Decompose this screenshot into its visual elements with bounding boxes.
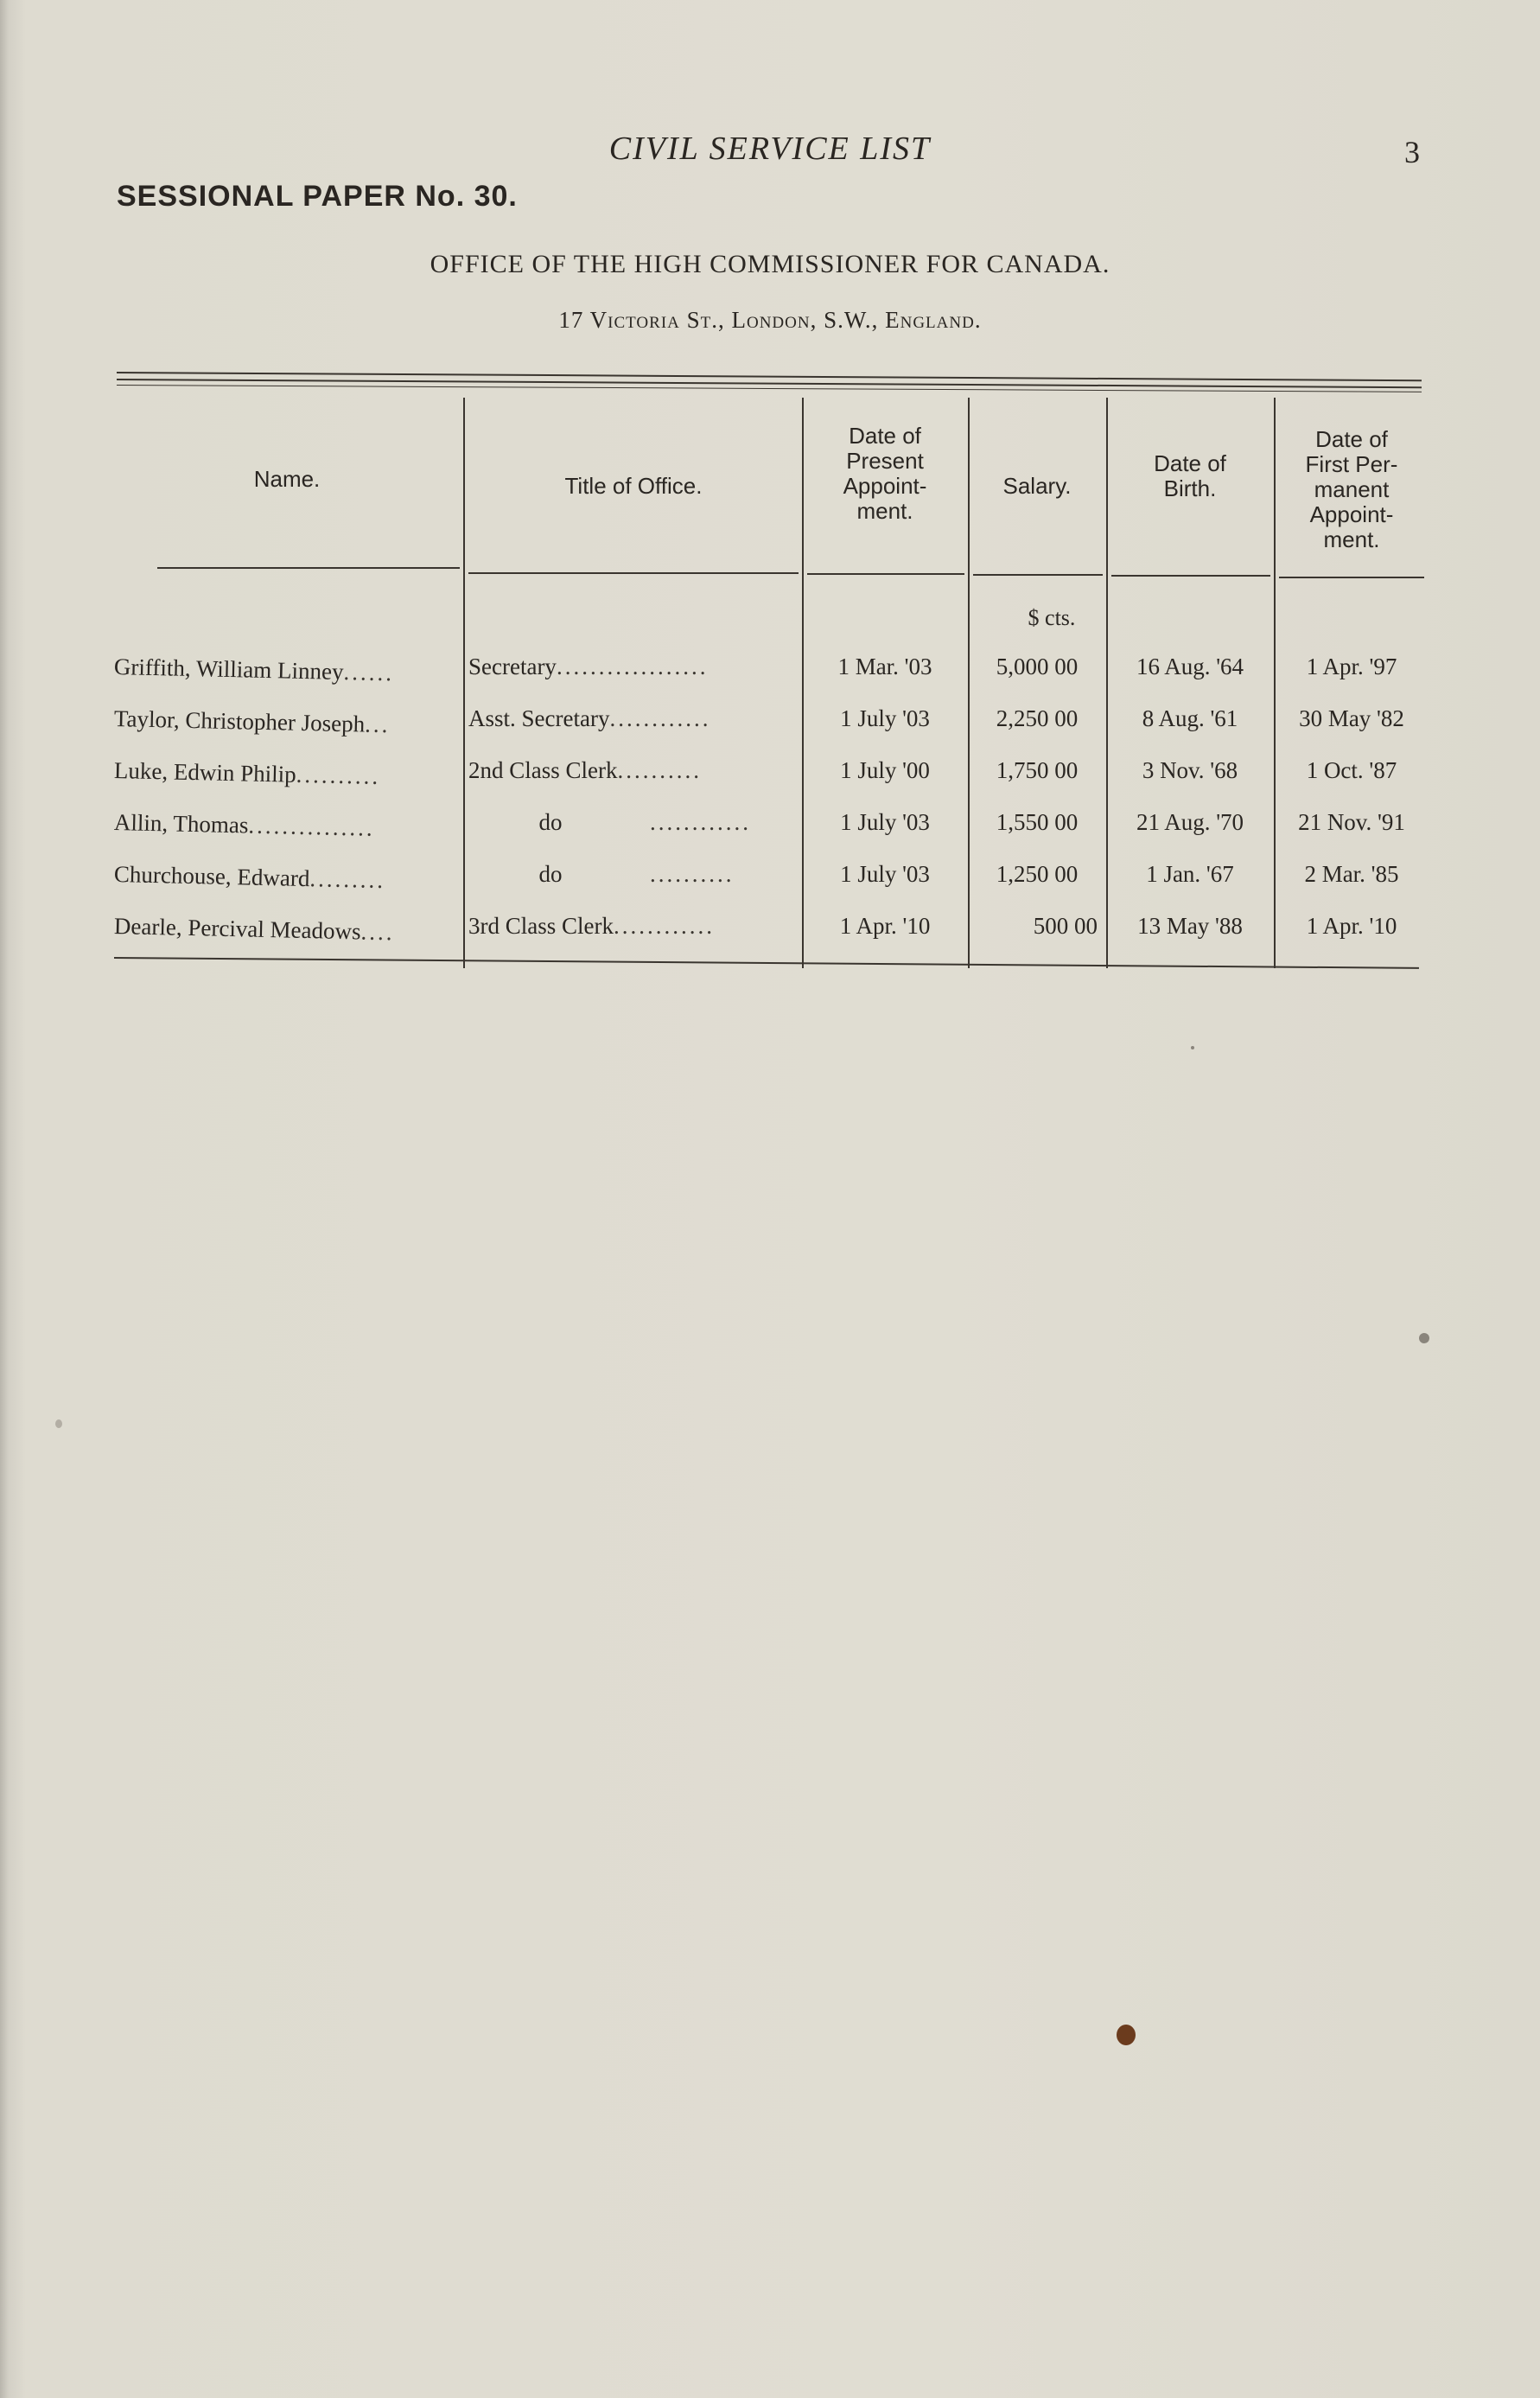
- cell-name: [114, 809, 461, 844]
- table-row: [114, 913, 1428, 947]
- header-name-text: Name.: [253, 466, 321, 492]
- leader-dots: ............: [609, 705, 711, 731]
- header-underline: [807, 573, 964, 575]
- running-head: CIVIL SERVICE LIST: [608, 131, 932, 167]
- header-line: Date of: [849, 423, 921, 449]
- header-line: First Per-: [1305, 451, 1398, 477]
- staff-table: [114, 398, 1428, 968]
- salary-units: $ cts.: [1028, 605, 1076, 630]
- header-line: Appoint-: [843, 473, 927, 499]
- table-row: [114, 809, 1428, 844]
- cell-salary: 1,250 00: [996, 861, 1079, 887]
- cell-birth: 1 Jan. '67: [1146, 861, 1234, 887]
- title-text: 3rd Class Clerk: [468, 913, 614, 939]
- header-underline: [157, 567, 460, 569]
- paper-speck: [1191, 1046, 1194, 1049]
- title-text: Secretary: [468, 654, 557, 679]
- cell-first: 30 May '82: [1299, 705, 1404, 731]
- header-line: Present: [846, 448, 924, 474]
- name-text: Churchouse, Edward: [113, 861, 310, 892]
- title-text: do: [538, 861, 563, 887]
- cell-salary: 1,750 00: [996, 757, 1079, 783]
- page-number: 3: [1404, 135, 1420, 169]
- title-text: do: [538, 809, 563, 835]
- leader-dots: ...............: [248, 812, 376, 841]
- header-line: ment.: [1323, 526, 1380, 552]
- header-present-appointment: [804, 424, 966, 524]
- leader-dots: .........: [309, 865, 386, 894]
- header-underline: [1279, 577, 1424, 578]
- name-text: Dearle, Percival Meadows: [113, 913, 361, 945]
- table-row: [114, 654, 1428, 688]
- cell-birth: 21 Aug. '70: [1136, 809, 1244, 835]
- cell-salary: 2,250 00: [996, 705, 1079, 731]
- leader-dots: ............: [650, 809, 751, 835]
- cell-salary: 500 00: [1033, 913, 1098, 939]
- header-title: [467, 474, 800, 499]
- table-row: [114, 861, 1428, 896]
- cell-name: [114, 705, 461, 740]
- cell-first: 1 Apr. '97: [1306, 654, 1397, 679]
- cell-first: 21 Nov. '91: [1298, 809, 1405, 835]
- cell-name: [114, 757, 461, 792]
- name-text: Griffith, William Linney: [113, 654, 344, 686]
- cell-present: 1 July '03: [840, 705, 930, 731]
- cell-present: 1 Mar. '03: [837, 654, 932, 679]
- paper-speck: [55, 1419, 62, 1428]
- header-line: Appoint-: [1309, 501, 1394, 527]
- cell-name: [114, 861, 461, 896]
- title-text: Asst. Secretary: [468, 705, 610, 731]
- table-row: [114, 757, 1428, 792]
- header-line: Date of: [1315, 426, 1388, 452]
- cell-birth: 16 Aug. '64: [1136, 654, 1244, 679]
- paper-speck: [1419, 1333, 1429, 1343]
- leader-dots: ....: [360, 918, 395, 946]
- header-salary-text: Salary.: [1002, 473, 1072, 499]
- cell-present: 1 July '00: [840, 757, 930, 783]
- cell-name: [114, 654, 461, 688]
- header-line: Birth.: [1163, 475, 1217, 501]
- leader-dots: ..................: [556, 654, 709, 679]
- cell-birth: 3 Nov. '68: [1142, 757, 1238, 783]
- header-birth: [1108, 451, 1272, 501]
- leader-dots: ......: [343, 659, 395, 686]
- cell-present: 1 July '03: [840, 861, 930, 887]
- leader-dots: ..........: [650, 861, 735, 887]
- office-address: 17 Victoria St., London, S.W., England.: [558, 307, 982, 333]
- office-title: OFFICE OF THE HIGH COMMISSIONER FOR CANADA.: [430, 250, 1110, 278]
- cell-name: [114, 913, 461, 947]
- name-text: Taylor, Christopher Joseph: [113, 705, 366, 737]
- table-row: [114, 705, 1428, 740]
- cell-salary: 5,000 00: [996, 654, 1079, 679]
- header-title-text: Title of Office.: [564, 473, 703, 499]
- cell-first: 1 Oct. '87: [1306, 757, 1397, 783]
- header-underline: [973, 574, 1103, 576]
- cell-first: 1 Apr. '10: [1306, 913, 1397, 939]
- cell-present: 1 July '03: [840, 809, 930, 835]
- cell-present: 1 Apr. '10: [839, 913, 931, 939]
- header-name: [114, 467, 460, 492]
- name-text: Luke, Edwin Philip: [113, 757, 297, 788]
- sessional-paper-label: SESSIONAL PAPER No. 30.: [117, 180, 518, 213]
- header-salary: [970, 474, 1104, 499]
- cell-birth: 8 Aug. '61: [1142, 705, 1238, 731]
- leader-dots: ..........: [296, 761, 381, 789]
- header-underline: [468, 572, 799, 574]
- header-line: manent: [1314, 476, 1390, 502]
- header-first-appointment: [1276, 427, 1428, 552]
- leader-dots: ...: [364, 711, 391, 738]
- header-line: ment.: [856, 498, 913, 524]
- header-line: Date of: [1154, 450, 1226, 476]
- cell-first: 2 Mar. '85: [1304, 861, 1399, 887]
- cell-birth: 13 May '88: [1137, 913, 1243, 939]
- leader-dots: ..........: [617, 757, 702, 783]
- name-text: Allin, Thomas: [113, 809, 249, 839]
- ink-stain: [1117, 2025, 1136, 2045]
- header-underline: [1111, 575, 1270, 577]
- cell-salary: 1,550 00: [996, 809, 1079, 835]
- title-text: 2nd Class Clerk: [468, 757, 618, 783]
- leader-dots: ............: [614, 913, 715, 939]
